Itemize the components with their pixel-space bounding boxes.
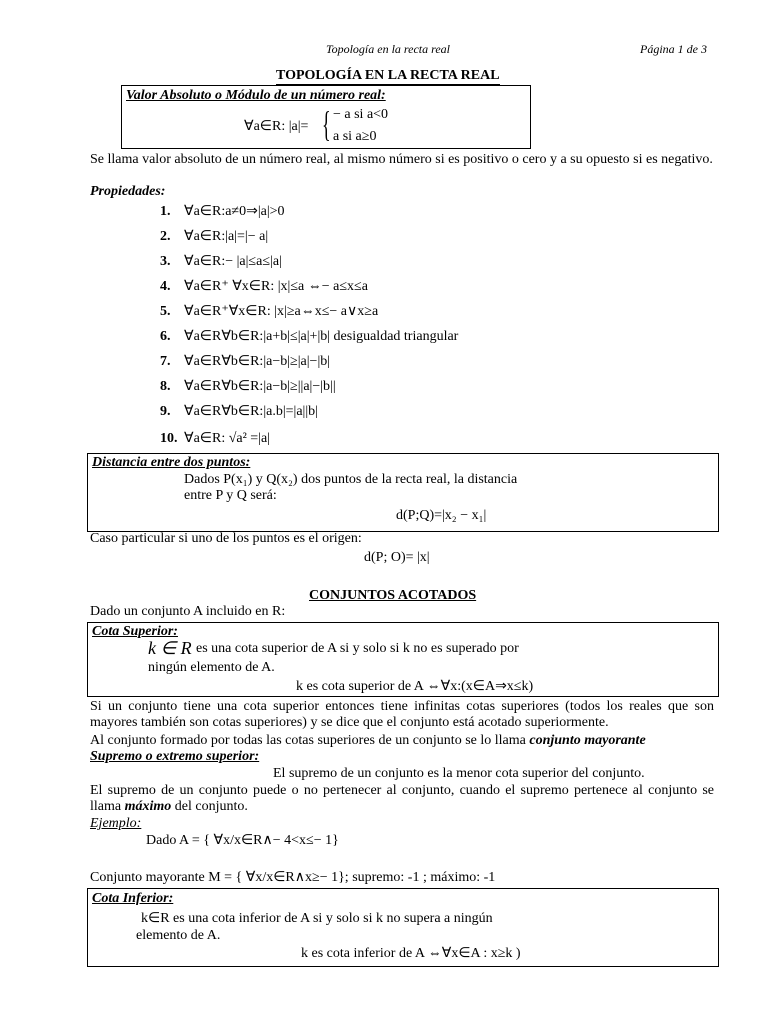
propiedades-heading: Propiedades: — [90, 184, 166, 199]
valor-absoluto-definition: Se llama valor absoluto de un número real, al mismo número si es positivo o cero y a su opuesto si es negativo. — [90, 152, 713, 167]
ejemplo-line: Dado A = { ∀x/x∈R∧− 4<x≤− 1} — [146, 833, 339, 848]
property-item — [160, 253, 282, 270]
property-formula: ∀a∈R⁺ ∀x∈R: |x|≤a ⇔− a≤x≤a — [184, 279, 368, 294]
cota-superior-heading: Cota Superior: — [92, 624, 178, 639]
property-number: 5. — [160, 304, 171, 319]
property-number: 10. — [160, 431, 178, 446]
distancia-line2: entre P y Q será: — [184, 488, 277, 503]
dado-conjunto-text: Dado un conjunto A incluido en R: — [90, 604, 286, 619]
supremo-text-suffix: del conjunto. — [171, 799, 248, 814]
valor-absoluto-case1: − a si a<0 — [333, 107, 389, 122]
maximo-term: máximo — [124, 799, 172, 814]
valor-absoluto-heading: Valor Absoluto o Módulo de un número real: — [126, 88, 386, 103]
infinitas-cotas-text: Si un conjunto tiene una cota superior entonces tiene infinitas cotas superiores (todos los reales que son mayores también son cotas superiores) y se dice que el conjunto está acotado superiormente. — [90, 699, 714, 730]
property-item — [160, 378, 336, 395]
property-item — [160, 303, 378, 320]
property-number: 1. — [160, 204, 171, 219]
supremo-heading: Supremo o extremo superior: — [90, 749, 260, 764]
supremo-text — [90, 783, 714, 815]
mayorante-line: Conjunto mayorante M = { ∀x/x∈R∧x≥− 1}; supremo: -1 ; máximo: -1 — [90, 870, 496, 885]
property-number: 9. — [160, 404, 171, 419]
property-number: 3. — [160, 254, 171, 269]
cota-inferior-line2: elemento de A. — [136, 928, 221, 943]
cota-superior-formula: k es cota superior de A ⇔∀x:(x∈A⇒x≤k) — [296, 679, 534, 694]
supremo-text-prefix: El supremo de un conjunto puede o no pertenecer al conjunto, cuando el supremo pertenece al conjunto se llama — [90, 783, 714, 814]
cota-inferior-line1: k∈R es una cota inferior de A si y solo si k no supera a ningún — [141, 911, 493, 926]
property-formula: ∀a∈R∀b∈R:|a+b|≤|a|+|b| desigualdad triangular — [184, 329, 459, 344]
valor-absoluto-lhs: ∀a∈R: |a|= — [244, 119, 309, 134]
property-formula: ∀a∈R:− |a|≤a≤|a| — [184, 254, 282, 269]
cota-inferior-formula: k es cota inferior de A ⇔∀x∈A : x≥k ) — [301, 946, 521, 961]
supremo-definition: El supremo de un conjunto es la menor cota superior del conjunto. — [273, 766, 645, 781]
distancia-line1: Dados P(x₁) y Q(x₂) dos puntos de la recta real, la distancia — [184, 472, 518, 487]
property-formula: ∀a∈R:a≠0⇒|a|>0 — [184, 204, 285, 219]
valor-absoluto-case2: a si a≥0 — [333, 129, 377, 144]
conjuntos-acotados-title: CONJUNTOS ACOTADOS — [309, 588, 477, 603]
caso-particular-text: Caso particular si uno de los puntos es el origen: — [90, 531, 362, 546]
property-item — [160, 328, 458, 345]
property-formula: ∀a∈R: √a² =|a| — [184, 431, 271, 446]
property-formula: ∀a∈R⁺∀x∈R: |x|≥a⇔x≤− a∨x≥a — [184, 304, 379, 319]
property-item — [160, 228, 268, 245]
running-header-title: Topología en la recta real — [326, 42, 450, 56]
brace-symbol: { — [322, 104, 331, 144]
main-title: TOPOLOGÍA EN LA RECTA REAL — [276, 68, 500, 83]
property-item — [160, 203, 285, 220]
property-item — [160, 278, 368, 295]
k-in-r-symbol: k ∈ R — [148, 638, 192, 658]
cota-inferior-heading: Cota Inferior: — [92, 891, 174, 906]
conjunto-mayorante-text — [90, 733, 714, 749]
distancia-heading: Distancia entre dos puntos: — [92, 455, 251, 470]
property-number: 4. — [160, 279, 171, 294]
property-item — [160, 353, 330, 370]
property-number: 8. — [160, 379, 171, 394]
property-formula: ∀a∈R∀b∈R:|a.b|=|a||b| — [184, 404, 318, 419]
property-item — [160, 430, 270, 447]
ejemplo-heading: Ejemplo: — [90, 816, 142, 831]
property-formula: ∀a∈R∀b∈R:|a−b|≥||a|−|b|| — [184, 379, 336, 394]
caso-particular-formula: d(P; O)= |x| — [364, 550, 430, 565]
page-number: Página 1 de 3 — [640, 42, 707, 56]
property-number: 2. — [160, 229, 171, 244]
distancia-formula: d(P;Q)=|x₂ − x₁| — [396, 508, 487, 523]
cota-superior-line1: es una cota superior de A si y solo si k no es superado por — [196, 641, 519, 656]
property-number: 7. — [160, 354, 171, 369]
property-number: 6. — [160, 329, 171, 344]
conjunto-mayorante-prefix: Al conjunto formado por todas las cotas superiores de un conjunto se lo llama — [90, 733, 530, 748]
property-item — [160, 403, 318, 420]
property-formula: ∀a∈R:|a|=|− a| — [184, 229, 269, 244]
cota-superior-line2: ningún elemento de A. — [148, 660, 275, 675]
property-formula: ∀a∈R∀b∈R:|a−b|≥|a|−|b| — [184, 354, 331, 369]
conjunto-mayorante-term: conjunto mayorante — [529, 733, 646, 748]
